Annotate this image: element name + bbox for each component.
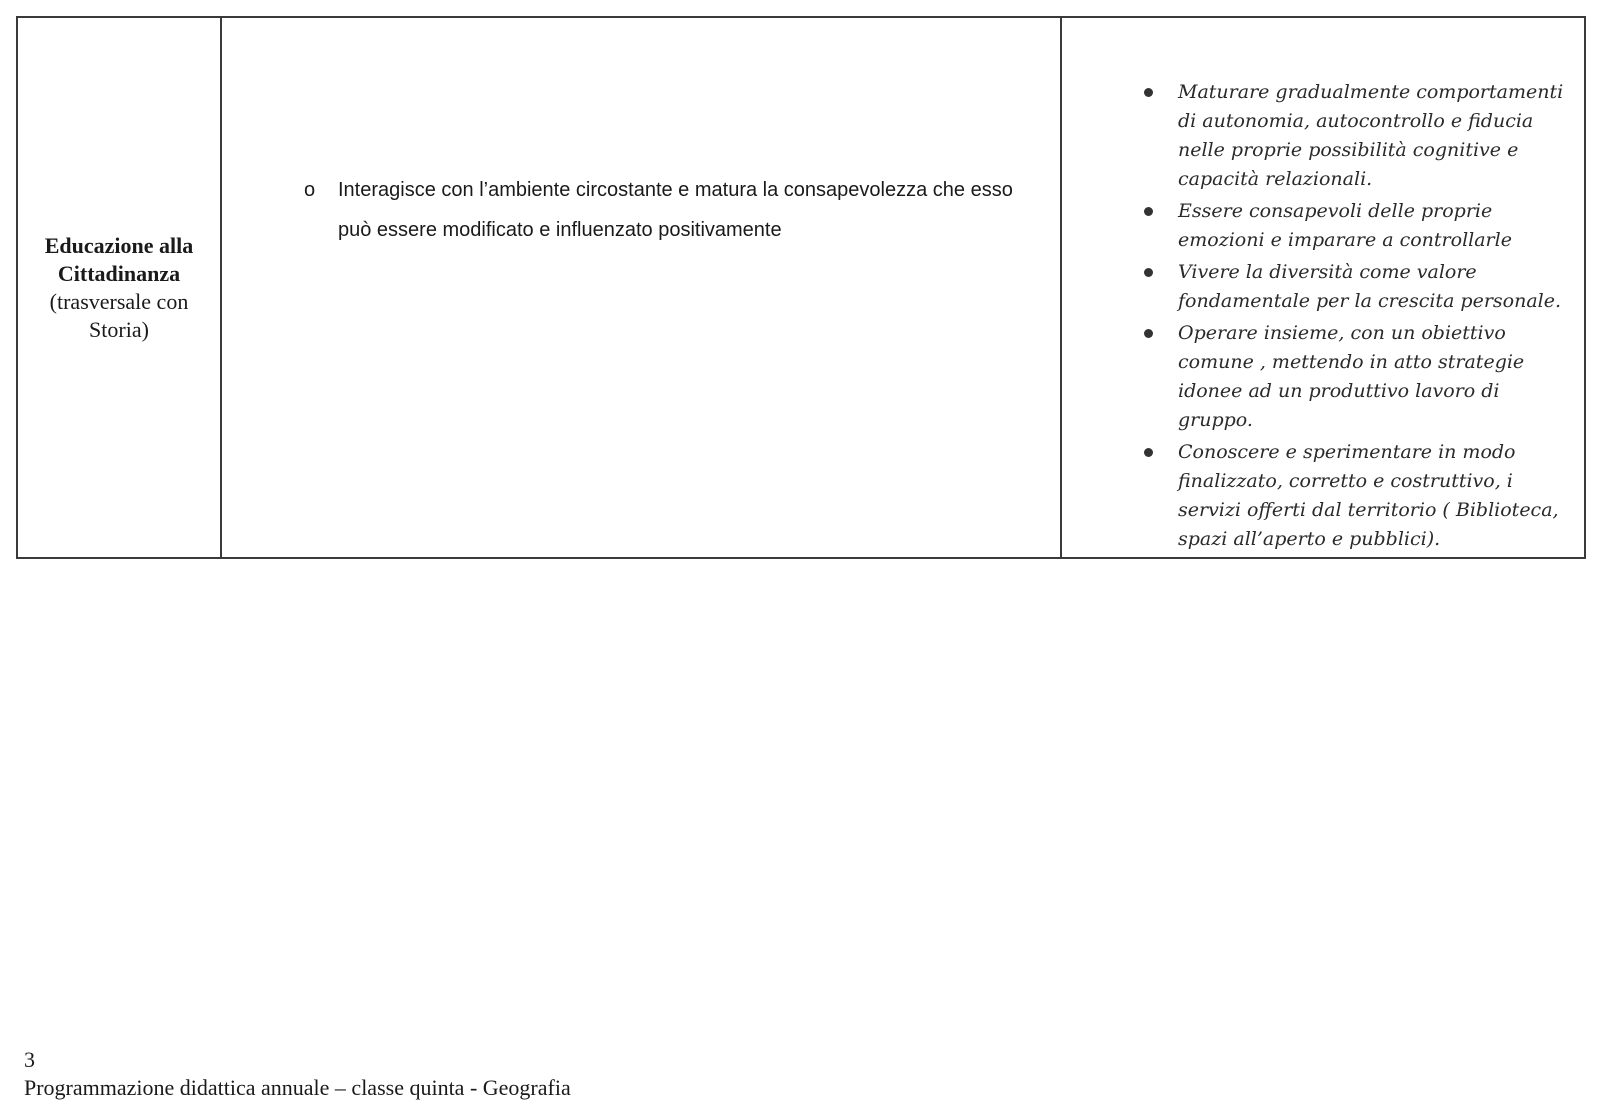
table-row <box>17 17 1585 558</box>
objective-text: Conoscere e sperimentare in modo finalizzato, corretto e costruttivo, i servizi offerti dal territorio ( Biblioteca, spazi all’aperto e pubblici). <box>1178 441 1559 550</box>
list-item <box>1144 438 1574 554</box>
objective-text: Operare insieme, con un obiettivo comune , mettendo in atto strategie idonee ad un produttivo lavoro di gruppo. <box>1178 322 1525 431</box>
filled-circle-bullet-icon <box>1144 448 1153 457</box>
filled-circle-bullet-icon <box>1144 88 1153 97</box>
filled-circle-bullet-icon <box>1144 207 1153 216</box>
hollow-circle-bullet-icon: o <box>304 179 316 201</box>
goals-cell <box>221 17 1061 558</box>
objective-text: Vivere la diversità come valore fondamentale per la crescita personale. <box>1178 261 1562 312</box>
list-item <box>1144 78 1574 194</box>
list-item <box>1144 319 1574 435</box>
objective-text: Maturare gradualmente comportamenti di autonomia, autocontrollo e fiducia nelle proprie possibilità cognitive e capacità relazionali. <box>1178 81 1564 190</box>
list-item <box>294 170 1038 250</box>
goal-list <box>222 18 1060 250</box>
filled-circle-bullet-icon <box>1144 268 1153 277</box>
document-title: Programmazione didattica annuale – classe quinta - Geografia <box>24 1075 571 1100</box>
objective-text: Essere consapevoli delle proprie emozioni e imparare a controllarle <box>1178 200 1512 251</box>
subject-cell <box>17 17 221 558</box>
list-item <box>1144 197 1574 255</box>
objectives-cell <box>1061 17 1585 558</box>
goal-text: Interagisce con l’ambiente circostante e matura la consapevolezza che esso può essere modificato e influenzato positivamente <box>338 179 1013 241</box>
page-number: 3 <box>24 1047 35 1072</box>
page-footer <box>24 1046 571 1102</box>
objective-list <box>1062 18 1584 554</box>
curriculum-table <box>16 16 1586 559</box>
subject-title: Educazione alla Cittadinanza <box>44 232 194 286</box>
filled-circle-bullet-icon <box>1144 329 1153 338</box>
subject-note: (trasversale con Storia) <box>49 288 189 342</box>
list-item <box>1144 258 1574 316</box>
